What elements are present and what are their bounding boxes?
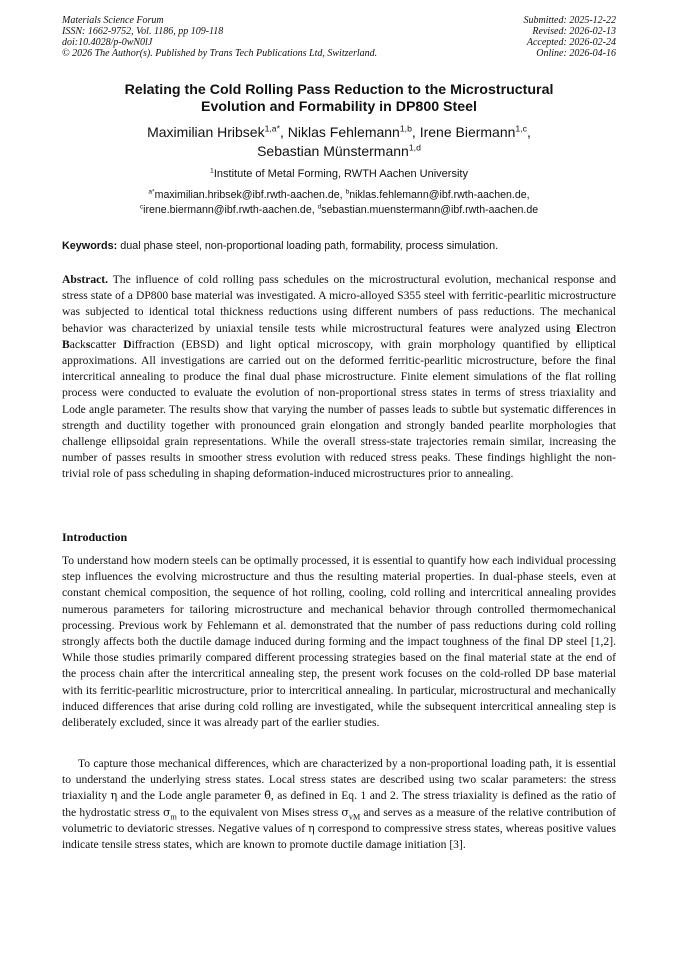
email-mark: d bbox=[317, 203, 322, 211]
introduction-paragraph-1: To understand how modern steels can be optimally processed, it is essential to quantify how each individual processing step influences the evolving microstructure and thus the resulting material properties. In dual-phase steels, even at constant chemical composition, the sequence of hot rolling, cooling, cold rolling and intercritical annealing provides numerous parameters for tailoring microstructure and mechanical behavior through controlled thermomechanical processing. Previous work by Fehlemann et al. demonstrated that the number of pass reductions during cold rolling strongly affects both the ductile damage induced during forming and the impact toughness of the final DP steel [1,2]. While those studies primarily compared different processing strategies based on the final material state at the end of the process chain after the intercritical annealing step, the present work focuses on the cold-rolled DP base material with its ferritic-pearlitic microstructure, prior to intercritical annealing. In particular, microstructural and mechanically induced differences that arise during cold rolling are investigated, while the subsequent intercritical annealing step is deliberately excluded, since it was already part of the earlier studies. bbox=[62, 554, 616, 730]
abstract-text: catter bbox=[90, 337, 124, 351]
email-mark: a* bbox=[148, 188, 155, 196]
revised-date: Revised: 2026-02-13 bbox=[532, 26, 616, 37]
abstract bbox=[62, 272, 616, 483]
author-name: Niklas Fehlemann bbox=[287, 124, 400, 140]
paper-title bbox=[62, 82, 616, 116]
author-name: Sebastian Münstermann bbox=[257, 143, 409, 159]
journal-name: Materials Science Forum bbox=[62, 15, 164, 26]
online-date: Online: 2026-04-16 bbox=[536, 48, 616, 59]
author-name: Maximilian Hribsek bbox=[147, 124, 265, 140]
abstract-text: ack bbox=[69, 337, 86, 351]
affiliation-text: Institute of Metal Forming, RWTH Aachen University bbox=[213, 168, 468, 180]
eta-symbol: η bbox=[110, 789, 118, 803]
section-heading-introduction: Introduction bbox=[62, 530, 128, 544]
keywords bbox=[62, 239, 616, 253]
email-link[interactable]: irene.biermann@ibf.rwth-aachen.de, bbox=[143, 204, 318, 216]
abstract-acronym-letter: D bbox=[123, 337, 132, 351]
introduction-paragraph-2 bbox=[62, 756, 616, 853]
affiliation bbox=[62, 167, 616, 181]
subscript-vm: vM bbox=[348, 811, 361, 821]
paragraph-text: and serves as a measure of the relative contribution of volumetric to deviatoric stresses. Negative values of bbox=[62, 805, 616, 835]
author-affiliation-mark: 1,b bbox=[399, 123, 412, 134]
paragraph-text: , as defined in Eq. 1 and 2. The stress triaxiality is defined as the ratio of the hydrostatic stress bbox=[62, 789, 616, 819]
sigma-symbol: σ bbox=[341, 805, 349, 819]
doi-text: doi:10.4028/p-0wN0lJ bbox=[62, 37, 153, 48]
keywords-text: dual phase steel, non-proportional loading path, formability, process simulation. bbox=[117, 240, 499, 252]
author-affiliation-mark: 1,c bbox=[515, 123, 527, 134]
paragraph-text: To capture those mechanical differences, which are characterized by a non-proportional loading path, it is essential to understand the underlying stress states. Local stress states are described using two scalar parameters: the stress triaxiality bbox=[62, 757, 616, 803]
subscript-m: m bbox=[170, 811, 177, 821]
abstract-text: lectron bbox=[583, 321, 616, 335]
author-emails bbox=[62, 188, 616, 218]
author-list bbox=[62, 123, 616, 161]
abstract-acronym-letter: B bbox=[62, 337, 70, 351]
sigma-symbol: σ bbox=[162, 805, 171, 819]
paragraph-text: correspond to compressive stress states, whereas positive values indicate tensile stress states, which are known to promote ductile damage initiation [3]. bbox=[62, 821, 616, 852]
author-separator: , bbox=[527, 124, 531, 140]
journal-header-left bbox=[62, 15, 442, 59]
email-link[interactable]: maximilian.hribsek@ibf.rwth-aachen.de, bbox=[154, 189, 346, 201]
keywords-label: Keywords: bbox=[62, 240, 118, 252]
abstract-text: iffraction (EBSD) and light optical microscopy, with grain morphology quantified by elliptical approximations. All investigations are carried out on the deformed ferritic-pearlitic microstructure, before the final intercritical annealing to produce the final dual phase microstructure. Finite element simulations of the flat rolling process were conducted to evaluate the evolution of non-proportional stress states in terms of stress triaxiality and Lode angle parameter. The results show that varying the number of passes leads to subtle but systematic differences in strength and ductility together with pronounced grain elongation and strongly banded pearlite morphologies that challenge ellipsoidal grain representations. While the overall stress-state trajectories remain similar, increasing the number of passes results in smoother stress evolution with reduced stress peaks. These findings highlight the non-trivial role of pass scheduling in shaping deformation-induced microstructures prior to annealing. bbox=[62, 337, 616, 481]
abstract-acronym-letter: E bbox=[576, 321, 584, 335]
journal-header-right bbox=[416, 15, 616, 59]
author-affiliation-mark: 1,d bbox=[408, 142, 421, 153]
theta-bar-symbol: θ̄ bbox=[264, 789, 271, 803]
affiliation-mark: 1 bbox=[210, 167, 214, 175]
author-separator: , bbox=[280, 124, 288, 140]
abstract-label: Abstract. bbox=[62, 273, 109, 286]
abstract-acronym-letter: s bbox=[85, 337, 91, 351]
paragraph-text: and the Lode angle parameter bbox=[117, 789, 265, 803]
issn-volume: ISSN: 1662-9752, Vol. 1186, pp 109-118 bbox=[62, 26, 224, 37]
accepted-date: Accepted: 2026-02-24 bbox=[526, 37, 616, 48]
title-line-2: Evolution and Formability in DP800 Steel bbox=[201, 99, 477, 115]
email-mark: b bbox=[345, 188, 350, 196]
title-line-1: Relating the Cold Rolling Pass Reduction to the Microstructural bbox=[124, 82, 554, 98]
email-link[interactable]: niklas.fehlemann@ibf.rwth-aachen.de, bbox=[349, 189, 530, 201]
submitted-date: Submitted: 2025-12-22 bbox=[523, 15, 616, 26]
copyright-text: © 2026 The Author(s). Published by Trans Tech Publications Ltd, Switzerland. bbox=[62, 48, 378, 59]
email-link[interactable]: sebastian.muenstermann@ibf.rwth-aachen.de bbox=[321, 204, 539, 216]
author-separator: , bbox=[411, 124, 420, 140]
paragraph-text: to the equivalent von Mises stress bbox=[176, 805, 342, 819]
abstract-text: The influence of cold rolling pass schedules on the microstructural evolution, mechanical response and stress state of a DP800 base material was investigated. A micro-alloyed S355 steel with ferritic-pearlitic microstructure was subjected to identical total thickness reductions using different numbers of pass reductions. The mechanical behavior was characterized by uniaxial tensile tests while microstructural features were analyzed using bbox=[62, 273, 616, 335]
author-affiliation-mark: 1,a* bbox=[264, 123, 281, 134]
eta-symbol: η bbox=[308, 821, 315, 835]
email-mark: c bbox=[139, 203, 144, 211]
author-name: Irene Biermann bbox=[419, 124, 516, 140]
